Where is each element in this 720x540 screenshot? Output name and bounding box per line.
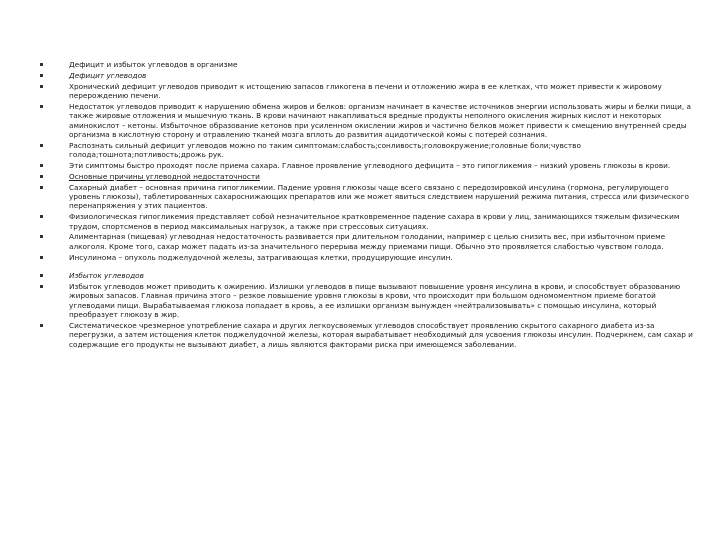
bullet-icon — [40, 324, 43, 327]
item-text: Сахарный диабет – основная причина гипогликемии. Падение уровня глюкозы чаще всего связано с передозировкой инсулина (гормона, регулирующего уровень глюкозы), таблетированных сахароснижающих препаратов или же может явиться следствием нарушений режима питания, стресса или физического перенапряжения у этих пациентов. — [69, 182, 689, 211]
list-item — [40, 321, 695, 349]
bullet-list — [40, 60, 695, 350]
section-heading: Дефицит углеводов — [69, 70, 147, 80]
item-text: Инсулинома – опухоль поджелудочной железы, затрагивающая клетки, продуцирующие инсулин. — [69, 252, 453, 262]
list-item — [40, 60, 695, 69]
bullet-icon — [40, 105, 43, 108]
item-text: Избыток углеводов может приводить к ожирению. Излишки углеводов в пище вызывают повышение уровня инсулина в крови, и способствует образованию жировых запасов. Главная причина этого – резкое повышение уровня глюкозы в крови, что происходит при большом одномоментном приеме богатой углеводами пищи. Вырабатываемая глюкоза попадает в кровь, а ее излишки организм вынужден «нейтрализовывать» с помощью инсулина, который преобразует глюкозу в жир. — [69, 281, 681, 320]
item-text: Алиментарная (пищевая) углеводная недостаточность развивается при длительном голодании, например с целью снизить вес, при избыточном приеме алкоголя. Кроме того, сахар может падать из-за значительного перерыва между приемами пищи. Обычно это проявляется слабостью чувством голода. — [69, 232, 666, 251]
item-text: Дефицит и избыток углеводов в организме — [69, 60, 238, 69]
list-item — [40, 212, 695, 231]
list-item — [40, 141, 695, 160]
list-item — [40, 71, 695, 80]
list-item — [40, 82, 695, 101]
list-item — [40, 183, 695, 211]
bullet-icon — [40, 274, 43, 277]
list-item — [40, 172, 695, 181]
bullet-icon — [40, 85, 43, 88]
item-text: Физиологическая гипогликемия представляет собой незначительное кратковременное падение сахара в крови у лиц, занимающихся тяжелым физическим трудом, спортсменов в период максимальных нагрузок, а также при стрессовых ситуациях. — [69, 212, 680, 231]
list-item — [40, 282, 695, 320]
item-text: Систематическое чрезмерное употребление сахара и других легкоусвояемых углеводов способствует проявлению скрытого сахарного диабета из-за перегрузки, а затем истощения клеток поджелудочной железы, которая вырабатывает необходимый для усвоения глюкозы инсулин. Подчеркнем, сам сахар и содержащие его продукты не вызывают диабет, а лишь являются факторами риска при имеющемся заболевании. — [69, 320, 693, 349]
list-item — [40, 102, 695, 140]
bullet-icon — [40, 235, 43, 238]
bullet-icon — [40, 74, 43, 77]
list-item — [40, 232, 695, 251]
item-text: Хронический дефицит углеводов приводит к истощению запасов гликогена в печени и отложению жира в ее клетках, что может привести к жировому перерождению печени. — [69, 81, 662, 100]
item-text: Эти симптомы быстро проходят после приема сахара. Главное проявление углеводного дефицита – это гипогликемия – низкий уровень глюкозы в крови. — [69, 161, 671, 171]
list-item — [40, 253, 695, 262]
list-item — [40, 271, 695, 280]
bullet-icon — [40, 256, 43, 259]
bullet-icon — [40, 63, 43, 66]
bullet-icon — [40, 215, 43, 218]
list-item — [40, 161, 695, 170]
item-text: Распознать сильный дефицит углеводов можно по таким симптомам:слабость;сонливость;головокружение;головные боли;чувство голода;тошнота;потливость;дрожь рук. — [69, 140, 581, 160]
bullet-icon — [40, 164, 43, 167]
section-heading: Избыток углеводов — [69, 271, 144, 281]
item-text: Недостаток углеводов приводит к нарушению обмена жиров и белков: организм начинает в качестве источников энергии использовать жиры и белки пищи, а также жировые отложения и мышечную ткань. В крови начинают накапливаться вредные продукты неполного окисления жирных кислот и некоторых аминокислот – кетоны. Избыточное образование кетонов при усиленном окислении жиров и частично белков может привести к смещению внутренней среды организма в кислотную сторону и отравлению тканей мозга вплоть до развития ацидотической комы с потерей сознания. — [69, 101, 692, 140]
bullet-icon — [40, 186, 43, 189]
bullet-icon — [40, 175, 43, 178]
bullet-icon — [40, 144, 43, 147]
bullet-icon — [40, 285, 43, 288]
subsection-heading: Основные причины углеводной недостаточности — [69, 171, 260, 181]
